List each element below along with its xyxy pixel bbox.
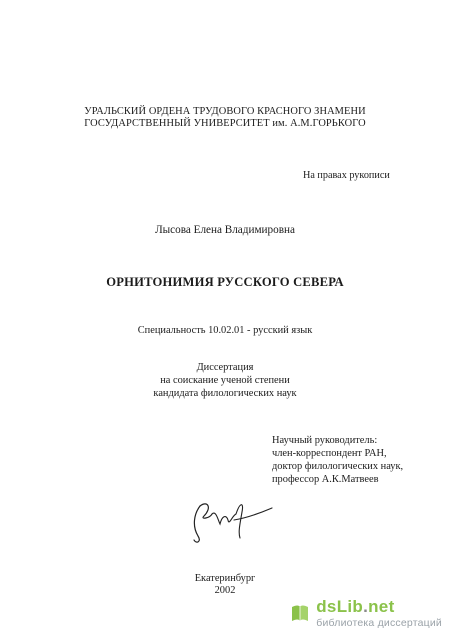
author-name: Лысова Елена Владимировна [155,224,295,236]
supervisor-line-4: профессор А.К.Матвеев [272,474,379,485]
city: Екатеринбург [194,573,256,584]
watermark-brand-main: dsLib [316,596,364,616]
specialty-line: Специальность 10.02.01 - русский язык [137,325,313,336]
institution-line-2: ГОСУДАРСТВЕННЫЙ УНИВЕРСИТЕТ им. А.М.ГОРЬКОГО [84,118,366,129]
dissertation-title: ОРНИТОНИМИЯ РУССКОГО СЕВЕРА [106,275,344,289]
watermark-brand-dot: . [363,596,369,616]
supervisor-line-2: член-корреспондент РАН, [272,448,387,459]
year: 2002 [214,585,236,596]
handwritten-signature [186,496,276,548]
supervisor-line-3: доктор филологических наук, [272,461,404,472]
dissertation-line-3: кандидата филологических наук [153,388,297,399]
dissertation-line-2: на соискание ученой степени [160,375,290,386]
watermark-brand-tld: net [368,596,395,616]
dslib-watermark [288,598,442,629]
watermark-subtitle: библиотека диссертаций [316,616,442,629]
dslib-logo-icon [288,601,312,625]
institution-line-1: УРАЛЬСКИЙ ОРДЕНА ТРУДОВОГО КРАСНОГО ЗНАМЕНИ [84,106,366,117]
supervisor-line-1: Научный руководитель: [272,435,378,446]
rights-note: На правах рукописи [303,170,390,181]
dissertation-line-1: Диссертация [196,362,254,373]
